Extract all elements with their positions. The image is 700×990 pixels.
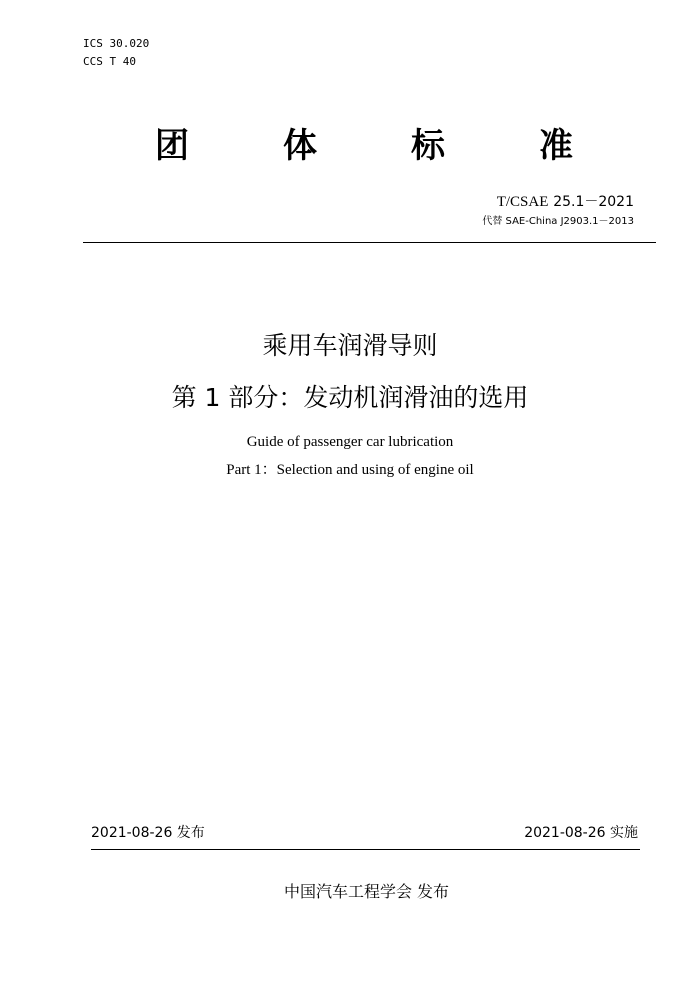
top-divider: [83, 242, 656, 243]
standard-number: [497, 191, 634, 212]
title-zh-line1: 乘用车润滑导则: [262, 331, 438, 360]
ics-code: ICS 30.020: [83, 37, 150, 50]
banner-char-4: 准: [539, 126, 573, 166]
banner-char-1: 团: [155, 126, 189, 166]
implementation-date: 2021-08-26 实施: [524, 825, 638, 841]
banner-char-2: 体: [283, 126, 317, 166]
standard-number-prefix: T/CSAE: [496, 194, 549, 210]
title-en-line2: Part 1：Selection and using of engine oil: [226, 462, 474, 478]
title-en-line1: Guide of passenger car lubrication: [246, 434, 454, 450]
issue-date: 2021-08-26 发布: [91, 825, 205, 841]
banner-char-3: 标: [411, 126, 445, 166]
publisher: 中国汽车工程学会 发布: [283, 882, 450, 901]
standard-number-value: 25.1－2021: [553, 194, 634, 210]
ccs-code: CCS T 40: [83, 55, 136, 68]
title-zh-line2: 第 1 部分：发动机润滑油的选用: [171, 383, 529, 412]
bottom-divider: [91, 849, 640, 850]
replaces-standard: 代替 SAE-China J2903.1－2013: [482, 216, 634, 227]
